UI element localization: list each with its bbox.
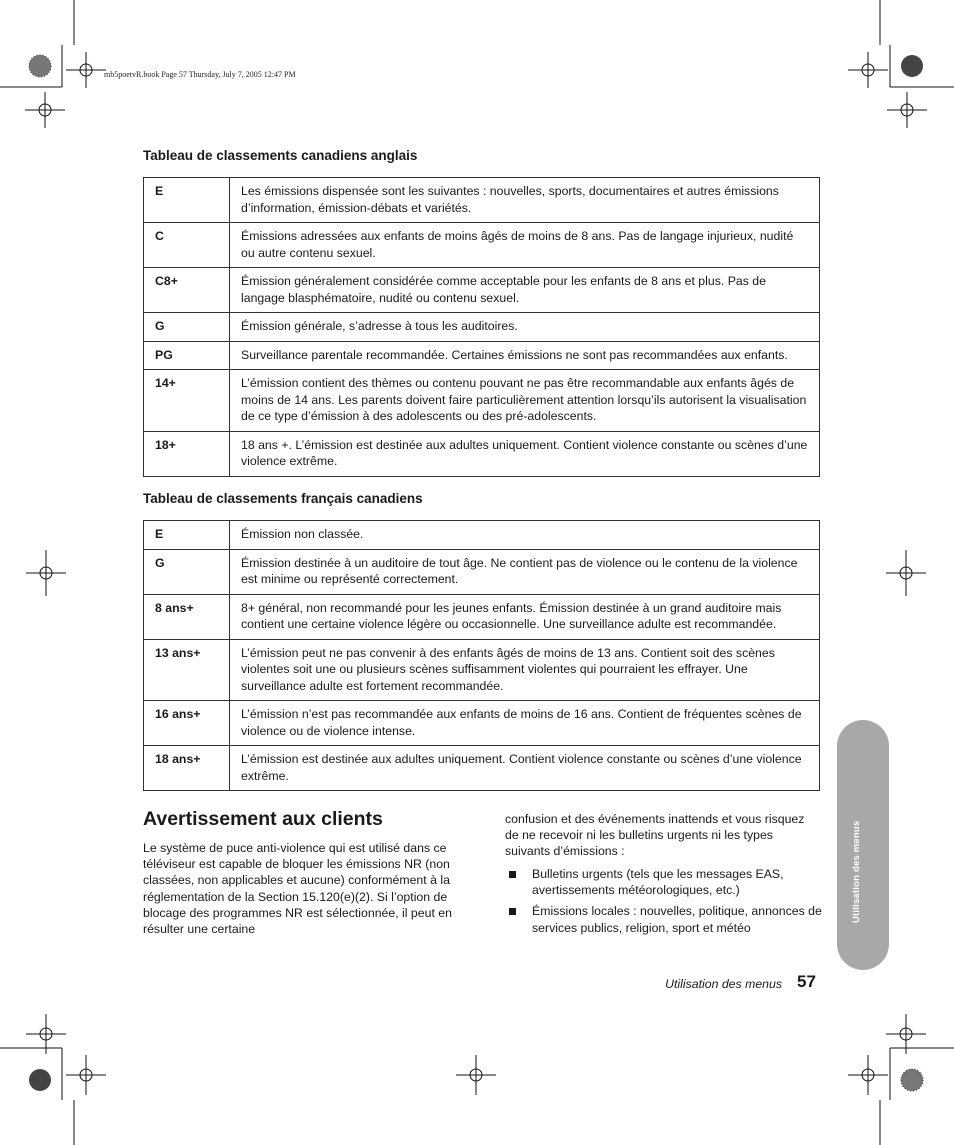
rating-code: G [144,313,230,342]
footer-section-label: Utilisation des menus [665,977,782,991]
warning-bullet-list [506,866,822,941]
table-row [144,701,820,746]
rating-code: 8 ans+ [144,594,230,639]
rating-code: C8+ [144,268,230,313]
french-ratings-table [143,520,820,791]
table-row [144,746,820,791]
table-row [144,178,820,223]
table-row [144,639,820,701]
table-row [144,341,820,370]
rating-code: G [144,549,230,594]
page-number: 57 [797,972,816,991]
side-tab [837,720,889,970]
list-item: Bulletins urgents (tels que les messages EAS, avertissements météorologiques, etc.) [506,866,822,898]
rating-code: E [144,521,230,550]
print-file-info: mb5poetvR.book Page 57 Thursday, July 7, 2005 12:47 PM [104,70,296,79]
french-table-title: Tableau de classements français canadiens [143,491,423,506]
rating-description: L’émission est destinée aux adultes uniquement. Contient violence constante ou scènes d’une violence extrême. [230,746,820,791]
rating-description: L’émission peut ne pas convenir à des enfants âgés de moins de 13 ans. Contient soit des scènes violentes soit une ou plusieurs scènes suffisamment violentes qui pourraient les effrayer. Une surveillance adulte est fortement recommandée. [230,639,820,701]
rating-description: L’émission n’est pas recommandée aux enfants de moins de 16 ans. Contient de fréquentes scènes de violence ou de violence intense. [230,701,820,746]
table-row [144,431,820,476]
rating-description: 8+ général, non recommandé pour les jeunes enfants. Émission destinée à un grand auditoire mais contient une certaine violence légère ou occasionnelle. Une surveillance adulte est recommandée. [230,594,820,639]
english-table-title: Tableau de classements canadiens anglais [143,148,418,163]
table-row [144,370,820,432]
rating-code: 16 ans+ [144,701,230,746]
rating-description: Les émissions dispensée sont les suivantes : nouvelles, sports, documentaires et autres émissions d’information, émission-débats et variétés. [230,178,820,223]
list-item: Émissions locales : nouvelles, politique, annonces de services publics, religion, sport et météo [506,903,822,935]
warning-paragraph-right: confusion et des événements inattends et vous risquez de ne recevoir ni les bulletins urgents ni les types suivants d’émissions : [505,812,805,859]
rating-code: 18 ans+ [144,746,230,791]
warning-title: Avertissement aux clients [143,808,383,830]
table-row [144,268,820,313]
rating-description: Surveillance parentale recommandée. Certaines émissions ne sont pas recommandées aux enfants. [230,341,820,370]
table-row [144,594,820,639]
rating-code: 18+ [144,431,230,476]
rating-description: Émission généralement considérée comme acceptable pour les enfants de 8 ans et plus. Pas de langage blasphématoire, nudité ou contenu sexuel. [230,268,820,313]
table-row [144,549,820,594]
rating-code: 14+ [144,370,230,432]
square-bullet-icon [509,871,516,878]
rating-description: Émission destinée à un auditoire de tout âge. Ne contient pas de violence ou le contenu de la violence est minime ou représenté correctement. [230,549,820,594]
rating-code: C [144,223,230,268]
rating-code: 13 ans+ [144,639,230,701]
rating-code: E [144,178,230,223]
rating-description: Émissions adressées aux enfants de moins âgés de moins de 8 ans. Pas de langage injurieux, nudité ou autre contenu sexuel. [230,223,820,268]
rating-description: Émission générale, s’adresse à tous les auditoires. [230,313,820,342]
side-tab-label: Utilisation des menus [851,820,862,923]
table-row [144,313,820,342]
square-bullet-icon [509,908,516,915]
english-ratings-table [143,177,820,477]
rating-code: PG [144,341,230,370]
warning-paragraph-left: Le système de puce anti-violence qui est utilisé dans ce téléviseur est capable de bloquer les émissions NR (non classées, non applicables et aucune) conformément à la réglementation de la Section 15.120(e)(2). Si l’option de blocage des programmes NR est sélectionnée, il peut en résulter une certaine [143,841,452,937]
rating-description: Émission non classée. [230,521,820,550]
table-row [144,223,820,268]
table-row [144,521,820,550]
rating-description: L’émission contient des thèmes ou contenu pouvant ne pas être recommandable aux enfants âgés de moins de 14 ans. Les parents doivent faire particulièrement attention lorsqu’ils autorisent la visualisation de ce type d’émission à des adolescents ou des pré-adolescents. [230,370,820,432]
rating-description: 18 ans +. L’émission est destinée aux adultes uniquement. Contient violence constante ou scènes d’une violence extrême. [230,431,820,476]
